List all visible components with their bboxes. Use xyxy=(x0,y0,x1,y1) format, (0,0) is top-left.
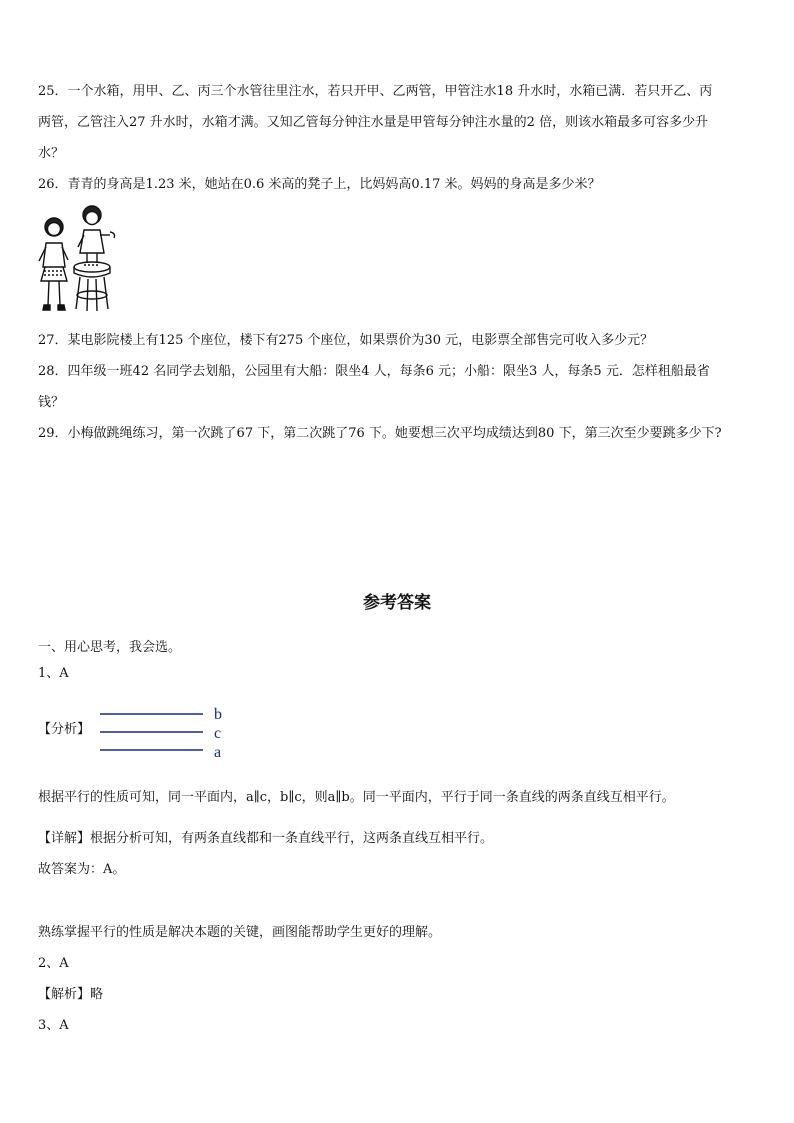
q25-line-3: 水？ xyxy=(38,146,65,161)
analysis-label: 【分析】 xyxy=(38,722,91,737)
parallel-lines-figure xyxy=(95,702,235,762)
detail-text: 【详解】根据分析可知，有两条直线都和一条直线平行，这两条直线互相平行。 xyxy=(38,831,494,846)
label-a: a xyxy=(214,744,222,761)
q27-text: 27．某电影院楼上有125 个座位，楼下有275 个座位，如果票价为30 元，电影票全部售完可收入多少元？ xyxy=(38,333,654,348)
answer-key-title: 参考答案 xyxy=(363,593,431,613)
q25-line-1: 25．一个水箱，用甲、乙、丙三个水管往里注水，若只开甲、乙两管，甲管注水18 升水时，水箱已满．若只开乙、丙 xyxy=(38,84,713,99)
section-1-heading: 一、用心思考，我会选。 xyxy=(38,640,182,655)
answer-3: 3、A xyxy=(38,1018,69,1033)
answer-text: 故答案为：A。 xyxy=(38,862,126,877)
q26-text: 26．青青的身高是1.23 米，她站在0.6 米高的凳子上，比妈妈高0.17 米。妈妈的身高是多少米？ xyxy=(38,177,601,192)
girls-stool-illustration xyxy=(34,205,130,321)
q28-line-2: 钱？ xyxy=(38,395,65,410)
answer-1: 1、A xyxy=(38,666,69,681)
analysis-text: 根据平行的性质可知，同一平面内，a∥c，b∥c，则a∥b。同一平面内，平行于同一条直线的两条直线互相平行。 xyxy=(38,790,675,805)
answer-2: 2、A xyxy=(38,956,69,971)
label-b: b xyxy=(214,706,222,723)
q28-line-1: 28．四年级一班42 名同学去划船，公园里有大船：限坐4 人，每条6 元；小船：限坐3 人，每条5 元．怎样租船最省 xyxy=(38,364,710,379)
summary-text: 熟练掌握平行的性质是解决本题的关键，画图能帮助学生更好的理解。 xyxy=(38,925,442,940)
answer-2-analysis: 【解析】略 xyxy=(38,987,104,1002)
label-c: c xyxy=(214,725,222,742)
q29-text: 29．小梅做跳绳练习，第一次跳了67 下，第二次跳了76 下。她要想三次平均成绩达到80 下，第三次至少要跳多少下? xyxy=(38,426,722,441)
q25-line-2: 两管，乙管注入27 升水时，水箱才满。又知乙管每分钟注水量是甲管每分钟注水量的2 倍，则该水箱最多可容多少升 xyxy=(38,115,709,130)
